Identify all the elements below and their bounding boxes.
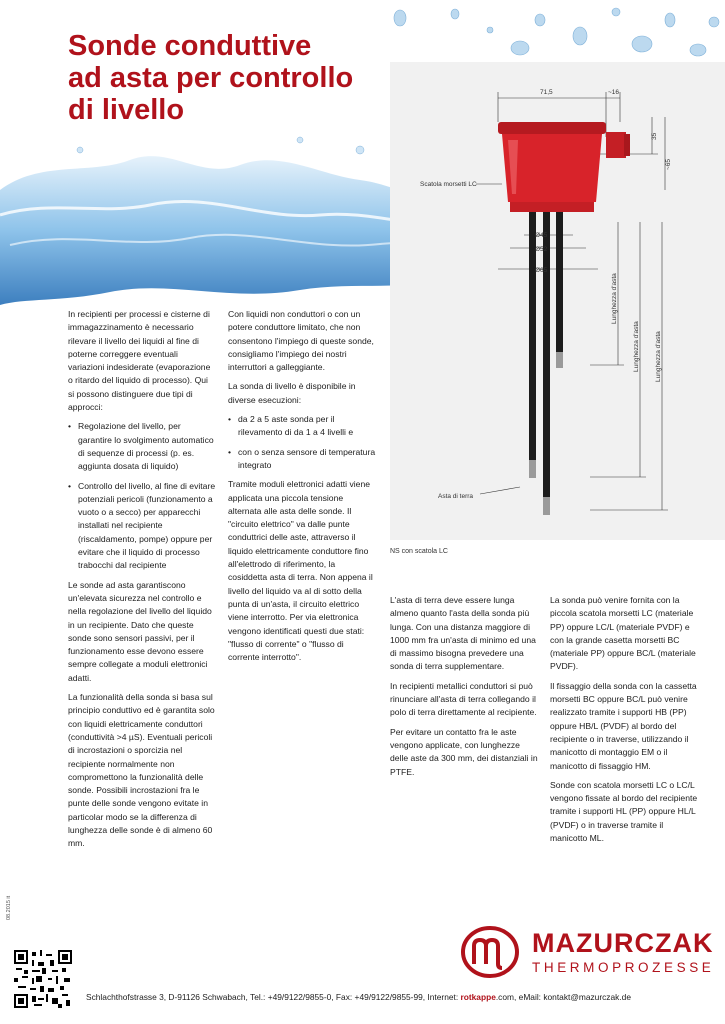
paragraph: La funzionalità della sonda si basa sul principio conduttivo ed è garantita solo con liquidi elettricamente conduttori (conduttività >4 µS). Eventuali pericoli di incrostazioni o sporcizia nel recipiente normalmente non compromettono la funzionalità delle sonde. Possibili incrostazioni fra le punte delle sonde vengono evitate in particolar modo se la differenza di lunghezza delle sonde è di almeno 60 mm. bbox=[68, 692, 215, 849]
list-item: • Regolazione del livello, per garantire lo svolgimento automatico di sequenze di processi (p. es. aggiunta dosata di liquido) bbox=[68, 420, 216, 473]
bullet-list bbox=[228, 413, 376, 472]
ground-rod-label: Asta di terra bbox=[438, 493, 474, 500]
dim-35-label: 35 bbox=[651, 132, 658, 140]
paragraph: Per evitare un contatto fra le aste vengono applicate, con lunghezze delle aste da 300 mm, dei distanziali in PTFE. bbox=[390, 726, 538, 777]
paragraph: Sonde con scatola morsetti LC o LC/L vengono fissate al bordo del recipiente tramite i supporti HL (PP) oppure HL/L (PVDF) o in traverse tramite il manicotto ML. bbox=[550, 779, 698, 844]
footer-address: Schlachthofstrasse 3, D-91126 Schwabach, Tel.: +49/9122/9855-0, Fax: +49/9122/9855-99, Internet: bbox=[86, 992, 461, 1002]
footer-email[interactable]: , eMail: kontakt@mazurczak.de bbox=[514, 992, 631, 1002]
paragraph: In recipienti metallici conduttori si può rinunciare all'asta di terra collegando il polo di terra direttamente al recipiente. bbox=[390, 680, 537, 718]
dim-top-label: 71,5 bbox=[540, 89, 553, 96]
probe-rods bbox=[529, 212, 563, 515]
website-link[interactable]: rotkappe bbox=[460, 992, 496, 1002]
footer-contact bbox=[86, 992, 706, 1002]
logo-subtitle: THERMOPROZESSE bbox=[532, 960, 715, 975]
website-domain: .com bbox=[495, 992, 515, 1002]
dim-right-label: ~16 bbox=[608, 89, 620, 96]
paragraph: Le sonde ad asta garantiscono un'elevata sicurezza nel controllo e nella regolazione del livello del liquido in un recipiente. Dato che queste sonde sono sensori passivi, per il funzionamento esse devono essere sempre collegate a moduli elettronici adatti. bbox=[68, 579, 212, 683]
head-label: Scatola morsetti LC bbox=[420, 181, 477, 188]
dia-65-label: Ø65 bbox=[535, 267, 548, 274]
text-column-4 bbox=[550, 594, 700, 851]
dim-65-label: ~65 bbox=[665, 158, 672, 170]
list-item: • da 2 a 5 aste sonda per il rilevamento di da 1 a 4 livelli e bbox=[228, 413, 376, 440]
paragraph: La sonda di livello è disponibile in diverse esecuzioni: bbox=[228, 381, 356, 405]
paragraph: Tramite moduli elettronici adatti viene applicata una piccola tensione alternata alle asta delle sonde. Il "circuito elettrico" va dalle punte conduttrici delle aste, attraverso il liquido elettricamente conduttore fino all'elettrodo di riferimento, la cosiddetta asta di terra. Non appena il livello del liquido va al di sotto della punta di un'asta, il circuito elettrico viene interrotto. Per via elettronica vengono identificati questi due stati: "flusso di corrente" o "flusso di corrente interrotto". bbox=[228, 479, 373, 663]
terminal-box bbox=[498, 122, 630, 212]
title-line-1: Sonde conduttive bbox=[68, 30, 312, 62]
text-column-2 bbox=[228, 308, 376, 670]
dia-52-label: Ø52 bbox=[535, 246, 548, 253]
length-label-3: Lunghezza d'asta bbox=[655, 331, 662, 382]
list-item: • Controllo del livello, al fine di evitare potenziali pericoli (funzionamento a vuoto o a secco) per apparecchi installati nel recipiente (riscaldamento, pompe) oppure per evitare che il liquido di processo trabocchi dal recipiente bbox=[68, 480, 216, 573]
diagram-caption: NS con scatola LC bbox=[390, 548, 448, 555]
title-line-2: ad asta per controllo bbox=[68, 62, 354, 94]
paragraph: Con liquidi non conduttori o con un potere conduttore limitato, che non consentono l'impiego di queste sonde, consigliamo l'impiego dei nostri interruttori a galleggiante. bbox=[228, 309, 374, 373]
document-code: 08.2015 it bbox=[6, 895, 12, 920]
text-column-1 bbox=[68, 308, 216, 857]
paragraph: Il fissaggio della sonda con la cassetta morsetti BC oppure BC/L può venire realizzato tramite i supporti HB (PP) oppure HB/L (PVDF) al bordo del recipiente o in traverse, utilizzando il manicotto di montaggio EM o il manicotto di fissaggio HM. bbox=[550, 680, 697, 771]
dia-45-label: Ø45 bbox=[535, 232, 548, 239]
length-label-2: Lunghezza d'asta bbox=[633, 321, 640, 372]
probe-diagram bbox=[390, 62, 725, 540]
title-line-3: di livello bbox=[68, 94, 185, 126]
length-label-1: Lunghezza d'asta bbox=[611, 273, 618, 324]
page-title bbox=[68, 30, 398, 126]
bullet-list bbox=[68, 420, 216, 572]
logo-name: MAZURCZAK bbox=[532, 928, 714, 958]
qr-code-icon[interactable] bbox=[14, 950, 72, 1008]
text-column-3 bbox=[390, 594, 538, 785]
list-item: • con o senza sensore di temperatura integrato bbox=[228, 446, 376, 473]
water-drops-image bbox=[380, 0, 725, 70]
paragraph: La sonda può venire fornita con la piccola scatola morsetti LC (materiale PP) oppure LC/L (materiale PVDF) e con la grande casetta morsetti BC (materiale PP) oppure BC/L (materiale PVDF). bbox=[550, 595, 696, 672]
paragraph: In recipienti per processi e cisterne di immagazzinamento è necessario rilevare il livello dei liquidi al fine di poterne correggere eventuali variazioni indesiderate (evaporazione o ritardo del liquido di processo). Qui si possono distinguere due tipi di approcci: bbox=[68, 309, 211, 413]
paragraph: L'asta di terra deve essere lunga almeno quanto l'asta della sonda più lunga. Con una distanza maggiore di 1000 mm fra un'asta di minimo ed una di massimo bisogna prevedere una sonda di terra supplementare. bbox=[390, 595, 536, 672]
